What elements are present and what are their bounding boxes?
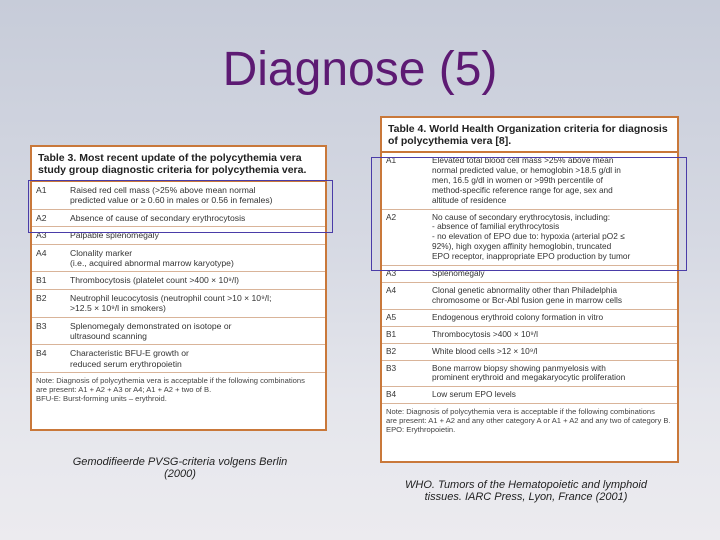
row-text: Raised red cell mass (>25% above mean normal predicted value or ≥ 0.60 in males or 0.56 in females)	[70, 185, 273, 206]
row-code: B2	[386, 345, 397, 356]
row-code: B3	[36, 320, 47, 331]
row-code: B4	[386, 389, 397, 400]
row-text: Neutrophil leucocytosis (neutrophil count >10 × 10⁹/l; >12.5 × 10⁹/l in smokers)	[70, 292, 272, 314]
row-code: A1	[36, 185, 47, 195]
row-text: Clonal genetic abnormality other than Philadelphia chromosome or Bcr-Abl fusion gene in marrow cells	[432, 284, 622, 305]
row-text: Bone marrow biopsy showing panmyelosis with prominent erythroid and megakaryocytic proliferation	[432, 362, 626, 383]
table-4-caption: Table 4. World Health Organization criteria for diagnosis of polycythemia vera [8].	[388, 123, 668, 147]
highlight-box-table-4	[371, 157, 687, 271]
row-code: A2	[36, 212, 47, 223]
row-code: A4	[386, 284, 397, 295]
row-text: Splenomegaly	[432, 268, 485, 279]
table-3-note: Note: Diagnosis of polycythemia vera is acceptable if the following combinations are present: A1 + A2 + A3 or A4; A1 + A2 + two of B. BFU-E: Burst-forming units – erythroid.	[36, 376, 305, 404]
row-code: A5	[386, 311, 397, 322]
row-code: B2	[36, 292, 47, 303]
table-row	[382, 327, 677, 344]
row-code: B3	[386, 362, 397, 373]
row-text: Splenomegaly demonstrated on isotope or ultrasound scanning	[70, 320, 232, 342]
table-4-note: Note: Diagnosis of polycythemia vera is acceptable if the following combinations are present: A1 + A2 and any other category A or A1 + A2 and any two of category B. EPO: Erythropoietin.	[386, 407, 671, 435]
row-text: Low serum EPO levels	[432, 389, 516, 400]
row-code: A2	[386, 211, 397, 222]
table-row	[32, 318, 325, 346]
row-text: Elevated total blood cell mass >25% above mean normal predicted value, or hemoglobin >18.5 g/dl in men, 16.5 g/dl in women or >99th percentile of method-specific reference range for age, sex and altitude of residence	[432, 155, 621, 205]
row-text: Thrombocytosis >400 × 10⁹/l	[432, 328, 538, 339]
table-3-caption: Table 3. Most recent update of the polycythemia vera study group diagnostic criteria for polycythemia vera.	[38, 152, 307, 176]
row-text: Clonality marker (i.e., acquired abnormal marrow karyotype)	[70, 247, 234, 269]
row-text: Endogenous erythroid colony formation in vitro	[432, 311, 604, 322]
row-text: Thrombocytosis (platelet count >400 × 10⁹/l)	[70, 275, 239, 286]
table-row	[382, 310, 677, 327]
caption-right: WHO. Tumors of the Hematopoietic and lymphoid tissues. IARC Press, Lyon, France (2001)	[405, 479, 647, 503]
row-code: A3	[36, 230, 47, 241]
row-text: No cause of secondary erythrocytosis, including: - absence of familial erythrocytosis - no elevation of EPO due to: hypoxia (arterial pO2 ≤ 92%), high oxygen affinity hemoglobin, truncated EPO receptor, inappropriate EPO production by tumor	[432, 211, 631, 262]
row-code: B1	[36, 275, 47, 286]
row-text: Characteristic BFU-E growth or reduced serum erythropoietin	[70, 348, 189, 369]
table-row	[382, 387, 677, 404]
table-row	[382, 283, 677, 310]
row-code: B4	[36, 348, 47, 359]
row-text: Absence of cause of secondary erythrocytosis	[70, 212, 246, 223]
row-code: A1	[386, 155, 397, 165]
row-code: B1	[386, 328, 397, 339]
row-text: Palpable splenomegaly	[70, 230, 159, 241]
table-row	[32, 290, 325, 318]
row-text: White blood cells >12 × 10⁹/l	[432, 345, 538, 356]
slide-title: Diagnose (5)	[222, 43, 498, 96]
table-row	[32, 345, 325, 373]
highlight-box-table-3	[28, 180, 333, 233]
row-code: A3	[386, 268, 397, 279]
table-row	[382, 344, 677, 361]
table-row	[382, 361, 677, 388]
table-row	[32, 272, 325, 289]
table-row	[32, 245, 325, 273]
row-code: A4	[36, 247, 47, 258]
caption-left: Gemodifieerde PVSG-criteria volgens Berlin (2000)	[72, 456, 288, 480]
